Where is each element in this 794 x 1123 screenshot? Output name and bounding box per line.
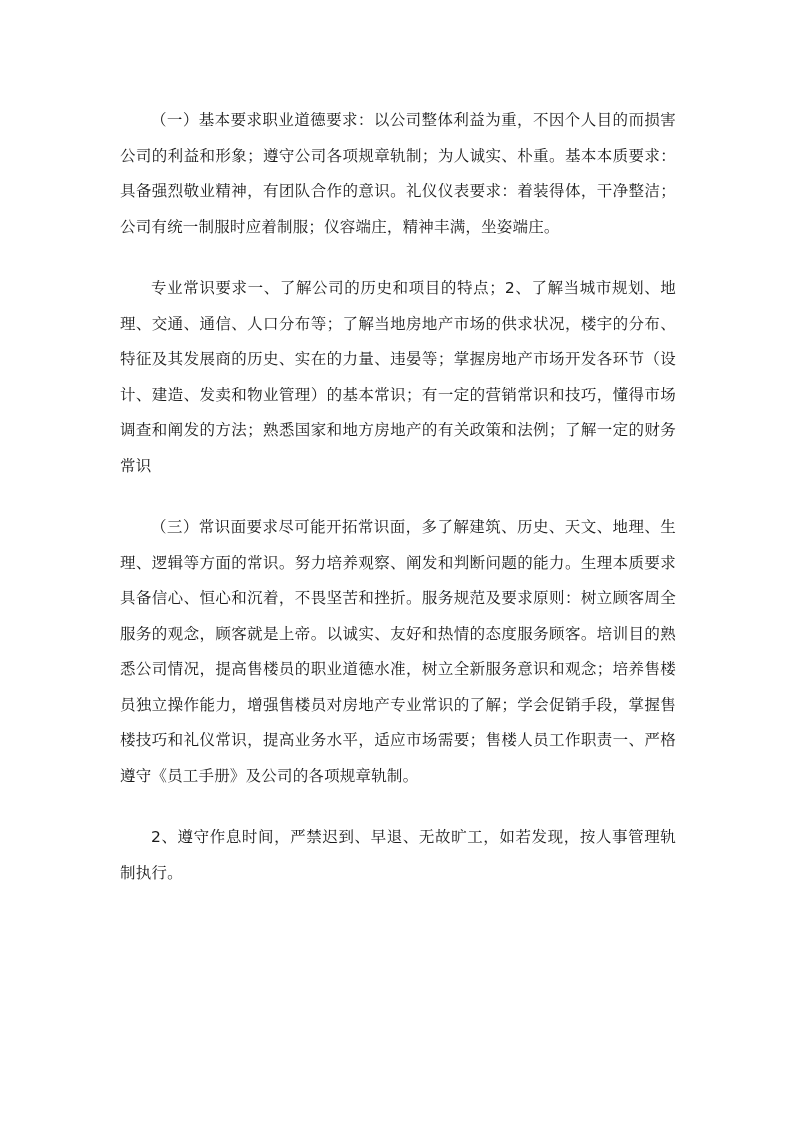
paragraph-basic-requirements: （一）基本要求职业道德要求：以公司整体利益为重，不因个人目的而损害公司的利益和形象；遵守公司各项规章轨制；为人诚实、朴重。基本本质要求：具备强烈敬业精神，有团队合作的意识。礼仪仪表要求：着装得体，干净整洁；公司有统一制服时应着制服；仪容端庄，精神丰满，坐姿端庄。 (120, 111, 676, 236)
document-body (120, 103, 676, 917)
paragraph-work-hours: 2、遵守作息时间，严禁迟到、早退、无故旷工，如若发现，按人事管理轨制执行。 (120, 828, 676, 882)
paragraph-professional-knowledge: 专业常识要求一、了解公司的历史和项目的特点；2、了解当城市规划、地理、交通、通信、人口分布等；了解当地房地产市场的供求状况，楼宇的分布、特征及其发展商的历史、实在的力量、违晏等；掌握房地产市场开发各环节（设计、建造、发卖和物业管理）的基本常识；有一定的营销常识和技巧，懂得市场调查和阐发的方法；熟悉国家和地方房地产的有关政策和法例；了解一定的财务常识 (120, 279, 676, 475)
paragraph-knowledge-scope: （三）常识面要求尽可能开拓常识面，多了解建筑、历史、天文、地理、生理、逻辑等方面的常识。努力培养观察、阐发和判断问题的能力。生理本质要求具备信心、恒心和沉着，不畏坚苦和挫折。服务规范及要求原则：树立顾客周全服务的观念，顾客就是上帝。以诚实、友好和热情的态度服务顾客。培训目的熟悉公司情况，提高售楼员的职业道德水准，树立全新服务意识和观念；培养售楼员独立操作能力，增强售楼员对房地产专业常识的了解；学会促销手段，掌握售楼技巧和礼仪常识，提高业务水平，适应市场需要；售楼人员工作职责一、严格遵守《员工手册》及公司的各项规章轨制。 (120, 518, 676, 785)
